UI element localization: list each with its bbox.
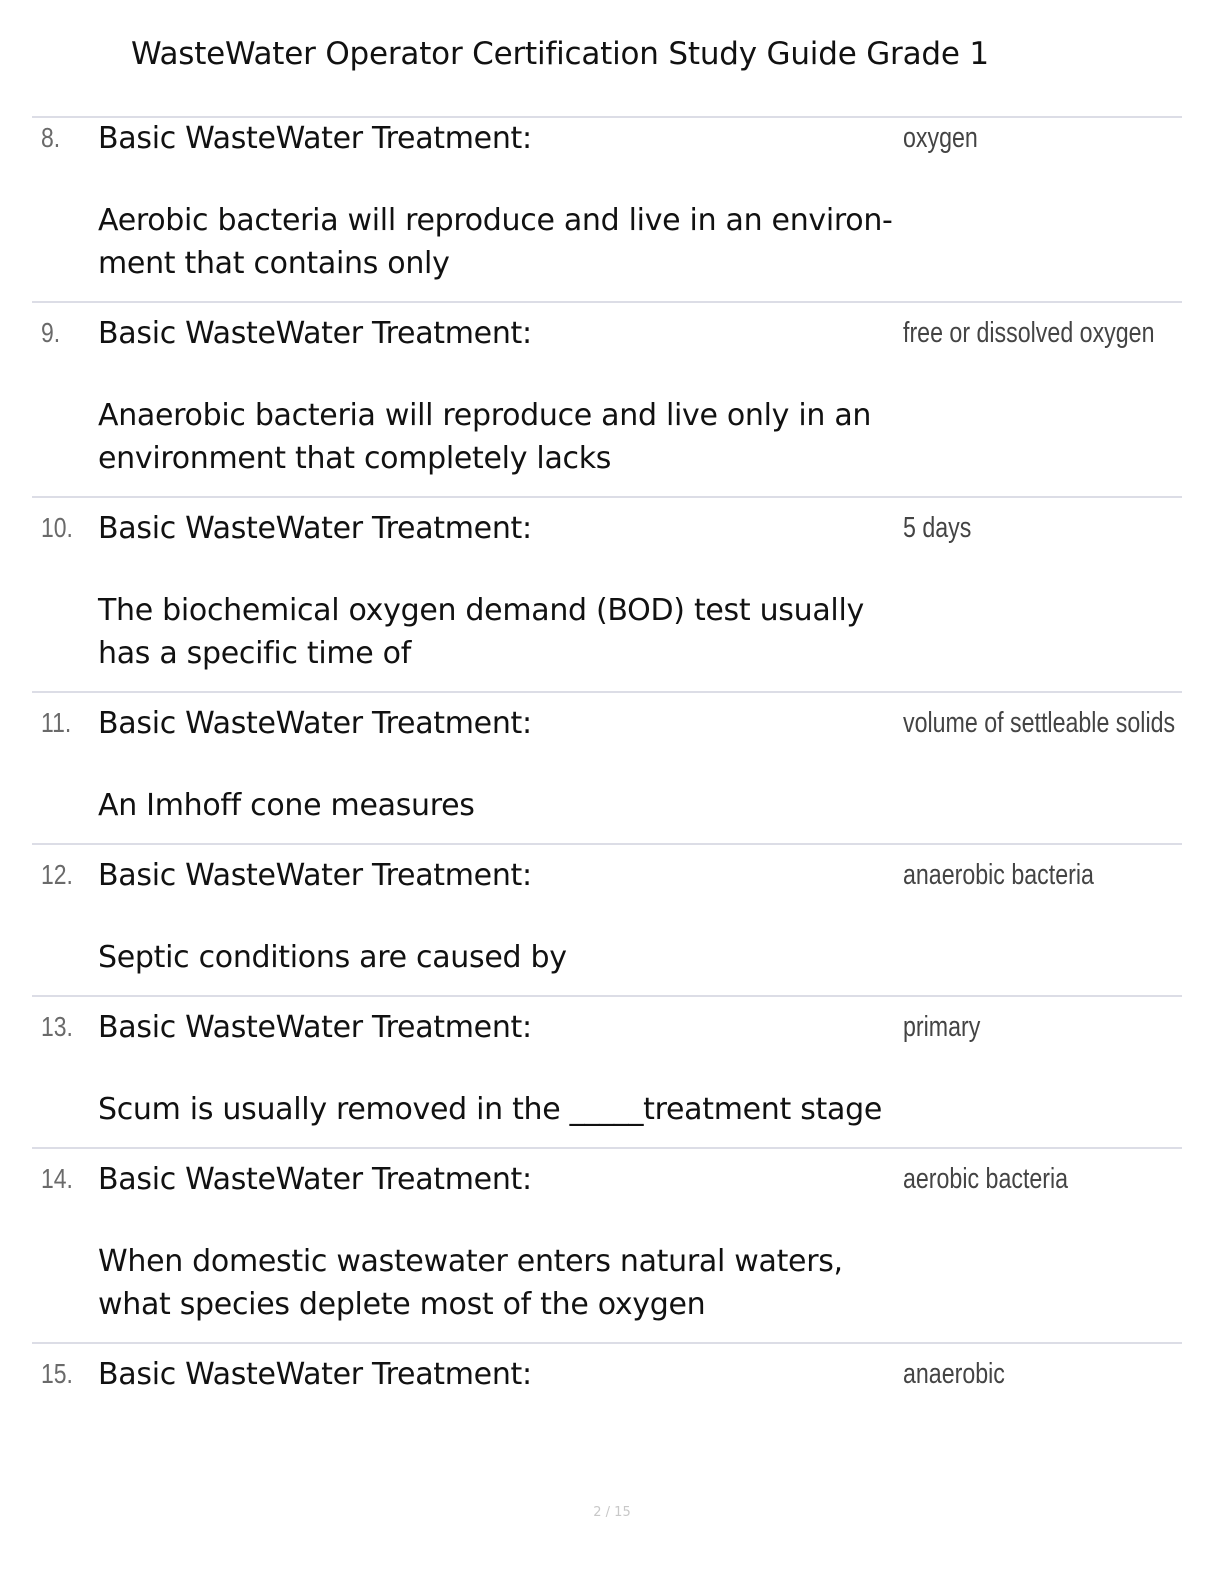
card-term: Basic WasteWater Treatment: (98, 121, 532, 156)
card-question: Scum is usually removed in the _____treatment stage (98, 1092, 882, 1127)
card-term: Basic WasteWater Treatment: (98, 511, 532, 546)
card-number: 9. (41, 317, 61, 348)
card-number: 14. (41, 1163, 73, 1194)
divider (32, 116, 1182, 118)
card-term: Basic WasteWater Treatment: (98, 1010, 532, 1045)
card-number: 8. (41, 122, 61, 153)
divider (32, 843, 1182, 845)
card-answer: free or dissolved oxygen (903, 317, 1155, 349)
card-term: Basic WasteWater Treatment: (98, 1162, 532, 1197)
divider (32, 301, 1182, 303)
card-question: When domestic wastewater enters natural waters, what species deplete most of the oxygen (98, 1244, 843, 1322)
page-title: WasteWater Operator Certification Study Guide Grade 1 (131, 36, 989, 72)
card-question: Aerobic bacteria will reproduce and live in an environ- ment that contains only (98, 203, 893, 281)
card-question: The biochemical oxygen demand (BOD) test usually has a specific time of (98, 593, 864, 671)
card-number: 10. (41, 512, 73, 543)
card-answer: aerobic bacteria (903, 1163, 1069, 1195)
card-answer: anaerobic bacteria (903, 859, 1094, 891)
divider (32, 1147, 1182, 1149)
card-answer: volume of settleable solids (903, 707, 1176, 739)
card-question: Septic conditions are caused by (98, 940, 567, 975)
card-term: Basic WasteWater Treatment: (98, 316, 532, 351)
card-term: Basic WasteWater Treatment: (98, 706, 532, 741)
card-number: 13. (41, 1011, 73, 1042)
card-term: Basic WasteWater Treatment: (98, 1357, 532, 1392)
card-term: Basic WasteWater Treatment: (98, 858, 532, 893)
divider (32, 995, 1182, 997)
card-answer: oxygen (903, 122, 978, 154)
card-number: 15. (41, 1358, 73, 1389)
card-number: 11. (41, 707, 72, 738)
divider (32, 691, 1182, 693)
card-number: 12. (41, 859, 73, 890)
card-question: Anaerobic bacteria will reproduce and live only in an environment that completely lacks (98, 398, 872, 476)
card-answer: anaerobic (903, 1358, 1005, 1390)
divider (32, 496, 1182, 498)
card-answer: 5 days (903, 512, 972, 544)
card-question: An Imhoff cone measures (98, 788, 475, 823)
divider (32, 1342, 1182, 1344)
card-answer: primary (903, 1011, 981, 1043)
page-indicator: 2 / 15 (593, 1505, 631, 1520)
